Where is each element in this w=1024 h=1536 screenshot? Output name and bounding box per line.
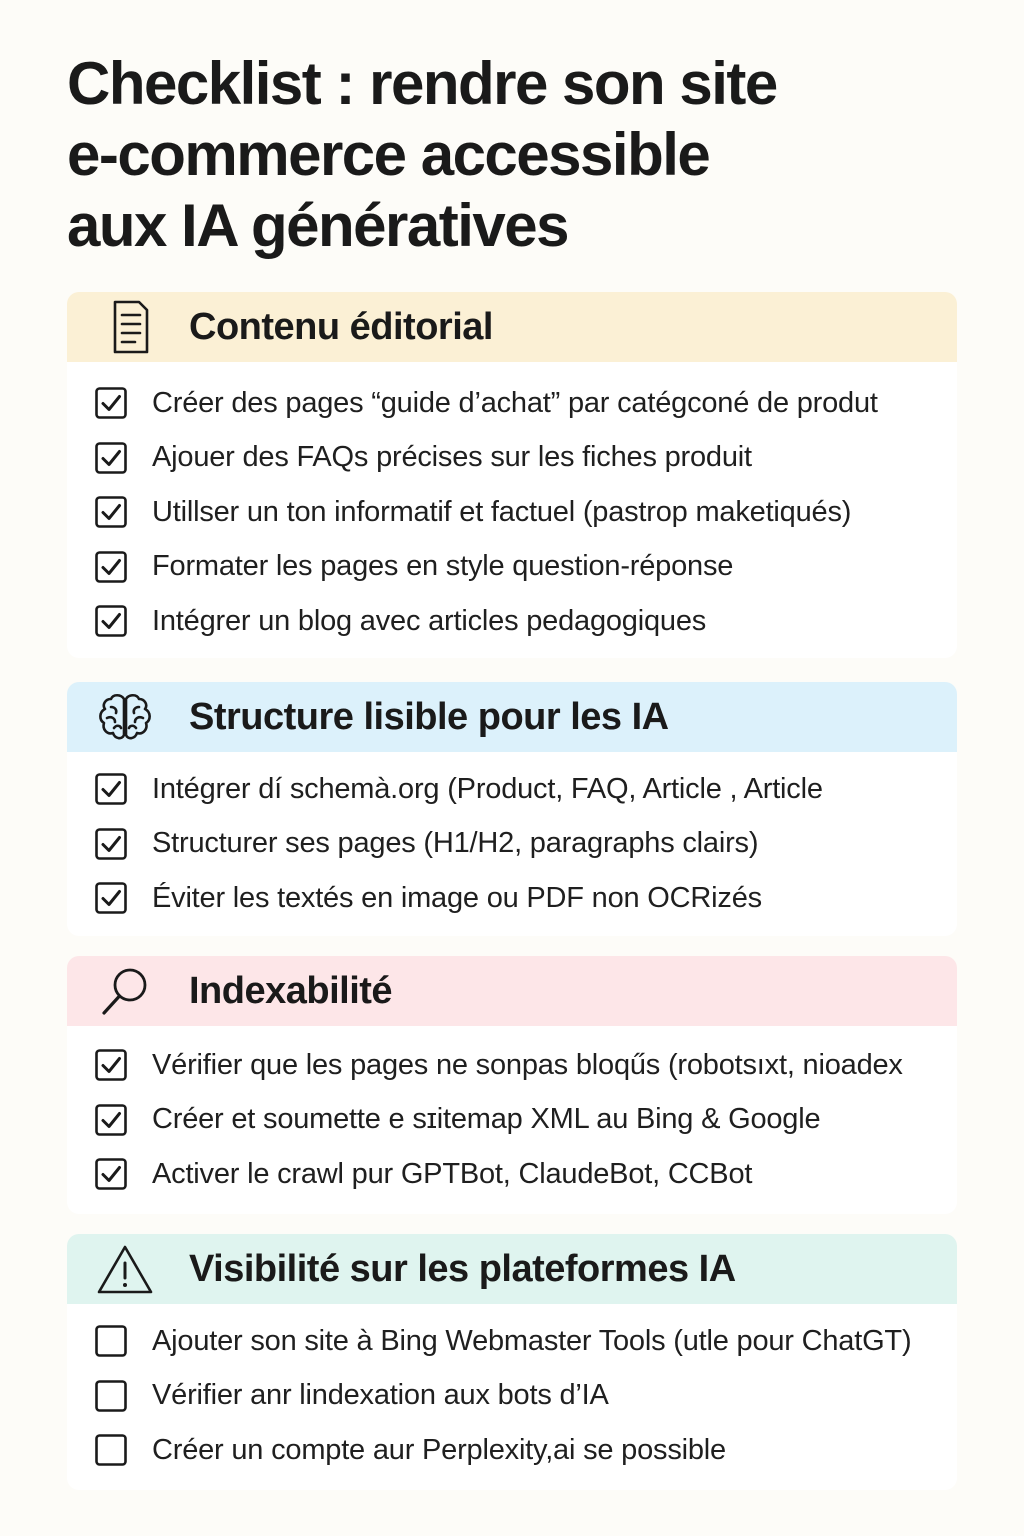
section-heading: Structure lisible pour les IA [189, 696, 669, 738]
checklist-item-label: Éviter les textés en image ou PDF non OCRizés [152, 881, 762, 914]
section-header-contenu-editorial [67, 292, 957, 362]
checklist-item-label: Vérifier anr lindexation aux bots d’IA [152, 1379, 609, 1412]
checklist-item[interactable] [95, 376, 947, 431]
section-body-indexabilite [67, 1026, 957, 1214]
checklist-item-label: Utillser un ton informatif et factuel (pastrop maketiqués) [152, 495, 852, 528]
section-body-contenu-editorial [67, 362, 957, 658]
document-icon [95, 299, 155, 355]
checklist-item[interactable] [95, 1093, 947, 1148]
checklist [95, 1314, 947, 1478]
checklist-item[interactable] [95, 871, 947, 926]
checked-checkbox-icon[interactable] [95, 551, 127, 583]
section-heading: Contenu éditorial [189, 306, 493, 348]
checklist-item[interactable] [95, 1314, 947, 1369]
unchecked-checkbox-icon[interactable] [95, 1380, 127, 1412]
checked-checkbox-icon[interactable] [95, 496, 127, 528]
checked-checkbox-icon[interactable] [95, 1049, 127, 1081]
checked-checkbox-icon[interactable] [95, 442, 127, 474]
unchecked-checkbox-icon[interactable] [95, 1434, 127, 1466]
checklist-item[interactable] [95, 1038, 947, 1093]
checklist-item-label: Créer un compte aur Perplexity,ai se possible [152, 1433, 726, 1466]
checklist-item-label: Créer des pages “guide d’achat” par catégconé de produt [152, 386, 878, 419]
checklist-item[interactable] [95, 762, 947, 817]
checklist-item-label: Intégrer dí schemà.org (Product, FAQ, Article , Article [152, 772, 823, 805]
checklist-item-label: Ajouer des FAQs précises sur les fiches produit [152, 441, 752, 474]
checked-checkbox-icon[interactable] [95, 882, 127, 914]
title-line-3: aux IA génératives [67, 192, 569, 259]
checklist-item-label: Ajouter son site à Bing Webmaster Tools (utle pour ChatGT) [152, 1324, 912, 1357]
unchecked-checkbox-icon[interactable] [95, 1325, 127, 1357]
checklist [95, 1038, 947, 1202]
section-body-visibilite [67, 1304, 957, 1490]
magnifier-icon [95, 963, 155, 1019]
brain-icon [95, 689, 155, 745]
checklist-item-label: Activer le crawl pur GPTBot, ClaudeBot, CCBot [152, 1157, 753, 1190]
title-line-2: e-commerce accessible [67, 121, 710, 188]
checked-checkbox-icon[interactable] [95, 828, 127, 860]
checklist-item[interactable] [95, 594, 947, 649]
title-line-1: Checklist : rendre son site [67, 50, 777, 117]
checklist-item[interactable] [95, 817, 947, 872]
checklist-item-label: Formater les pages en style question-réponse [152, 550, 734, 583]
checklist-item[interactable] [95, 485, 947, 540]
checked-checkbox-icon[interactable] [95, 387, 127, 419]
page-title [67, 48, 957, 261]
checklist-item-label: Vérifier que les pages ne sonpas bloqűs (robotsıxt, nioadex [152, 1048, 903, 1081]
checklist-item[interactable] [95, 1423, 947, 1478]
checklist-item[interactable] [95, 1147, 947, 1202]
checklist-item-label: Structurer ses pages (H1/H2, paragraphs clairs) [152, 827, 759, 860]
checklist [95, 762, 947, 926]
section-header-indexabilite [67, 956, 957, 1026]
checked-checkbox-icon[interactable] [95, 1104, 127, 1136]
checklist-item-label: Intégrer un blog avec articles pedagogiques [152, 604, 707, 637]
checked-checkbox-icon[interactable] [95, 1158, 127, 1190]
checklist-item[interactable] [95, 1369, 947, 1424]
section-body-structure-lisible [67, 752, 957, 936]
checklist-item[interactable] [95, 431, 947, 486]
section-header-visibilite [67, 1234, 957, 1304]
checked-checkbox-icon[interactable] [95, 773, 127, 805]
section-heading: Visibilité sur les plateformes IA [189, 1248, 736, 1290]
checked-checkbox-icon[interactable] [95, 605, 127, 637]
checklist-item-label: Créer et soumette e sɪitemap XML au Bing & Google [152, 1103, 821, 1136]
warning-icon [95, 1241, 155, 1297]
section-heading: Indexabilité [189, 970, 393, 1012]
checklist-item[interactable] [95, 540, 947, 595]
checklist [95, 376, 947, 649]
section-header-structure-lisible [67, 682, 957, 752]
